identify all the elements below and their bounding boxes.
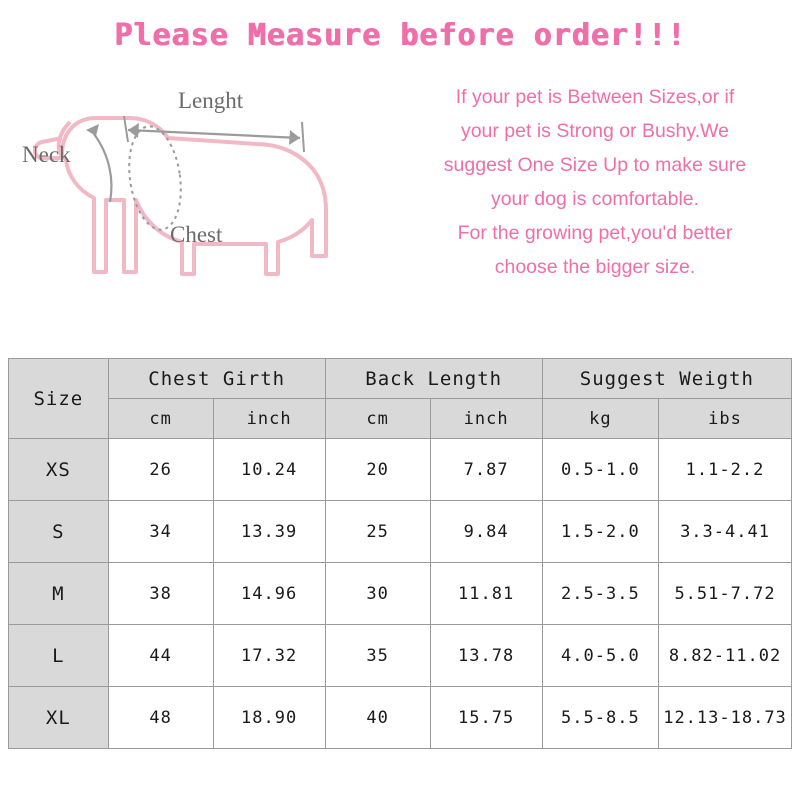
table-row — [9, 563, 792, 625]
cell-back-cm: 25 — [325, 501, 430, 563]
cell-size: M — [9, 563, 109, 625]
table-row — [9, 625, 792, 687]
label-length: Lenght — [178, 88, 244, 113]
dog-measurement-illustration — [10, 60, 390, 320]
header-unit-kg: kg — [542, 399, 658, 439]
table-header-units — [9, 399, 792, 439]
cell-chest-inch: 14.96 — [213, 563, 325, 625]
cell-size: L — [9, 625, 109, 687]
cell-kg: 1.5-2.0 — [542, 501, 658, 563]
note-line-2: your pet is Strong or Bushy.We — [460, 120, 730, 142]
note-line-6: choose the bigger size. — [494, 256, 696, 278]
sizing-advice-note — [400, 80, 790, 284]
note-line-3: suggest One Size Up to make sure — [443, 154, 747, 176]
cell-back-inch: 9.84 — [430, 501, 542, 563]
table-row — [9, 687, 792, 749]
cell-kg: 2.5-3.5 — [542, 563, 658, 625]
header-size: Size — [9, 359, 109, 439]
cell-kg: 5.5-8.5 — [542, 687, 658, 749]
cell-kg: 0.5-1.0 — [542, 439, 658, 501]
cell-chest-cm: 44 — [108, 625, 213, 687]
cell-chest-inch: 13.39 — [213, 501, 325, 563]
note-line-1: If your pet is Between Sizes,or if — [455, 86, 735, 108]
cell-size: XL — [9, 687, 109, 749]
size-table-container — [8, 358, 792, 749]
cell-kg: 4.0-5.0 — [542, 625, 658, 687]
cell-chest-cm: 34 — [108, 501, 213, 563]
header-unit-chest-cm: cm — [108, 399, 213, 439]
cell-back-inch: 15.75 — [430, 687, 542, 749]
cell-size: S — [9, 501, 109, 563]
cell-chest-inch: 17.32 — [213, 625, 325, 687]
table-row — [9, 439, 792, 501]
header-suggest-weight: Suggest Weigth — [542, 359, 791, 399]
header-unit-back-inch: inch — [430, 399, 542, 439]
cell-back-inch: 7.87 — [430, 439, 542, 501]
cell-ibs: 5.51-7.72 — [659, 563, 792, 625]
cell-back-inch: 13.78 — [430, 625, 542, 687]
cell-back-inch: 11.81 — [430, 563, 542, 625]
cell-back-cm: 20 — [325, 439, 430, 501]
cell-chest-cm: 48 — [108, 687, 213, 749]
size-table — [8, 358, 792, 749]
header-unit-back-cm: cm — [325, 399, 430, 439]
label-neck: Neck — [22, 142, 71, 167]
cell-chest-inch: 10.24 — [213, 439, 325, 501]
note-line-5: For the growing pet,you'd better — [457, 222, 733, 244]
cell-ibs: 3.3-4.41 — [659, 501, 792, 563]
label-chest: Chest — [170, 222, 223, 247]
header-back-length: Back Length — [325, 359, 542, 399]
cell-chest-inch: 18.90 — [213, 687, 325, 749]
note-line-4: your dog is comfortable. — [490, 188, 700, 210]
table-row — [9, 501, 792, 563]
table-header-groups — [9, 359, 792, 399]
header-chest-girth: Chest Girth — [108, 359, 325, 399]
cell-ibs: 8.82-11.02 — [659, 625, 792, 687]
cell-chest-cm: 38 — [108, 563, 213, 625]
cell-chest-cm: 26 — [108, 439, 213, 501]
cell-ibs: 12.13-18.73 — [659, 687, 792, 749]
cell-back-cm: 40 — [325, 687, 430, 749]
cell-size: XS — [9, 439, 109, 501]
cell-back-cm: 35 — [325, 625, 430, 687]
header-unit-chest-inch: inch — [213, 399, 325, 439]
header-unit-ibs: ibs — [659, 399, 792, 439]
cell-back-cm: 30 — [325, 563, 430, 625]
page-title: Please Measure before order!!! — [114, 18, 686, 53]
cell-ibs: 1.1-2.2 — [659, 439, 792, 501]
